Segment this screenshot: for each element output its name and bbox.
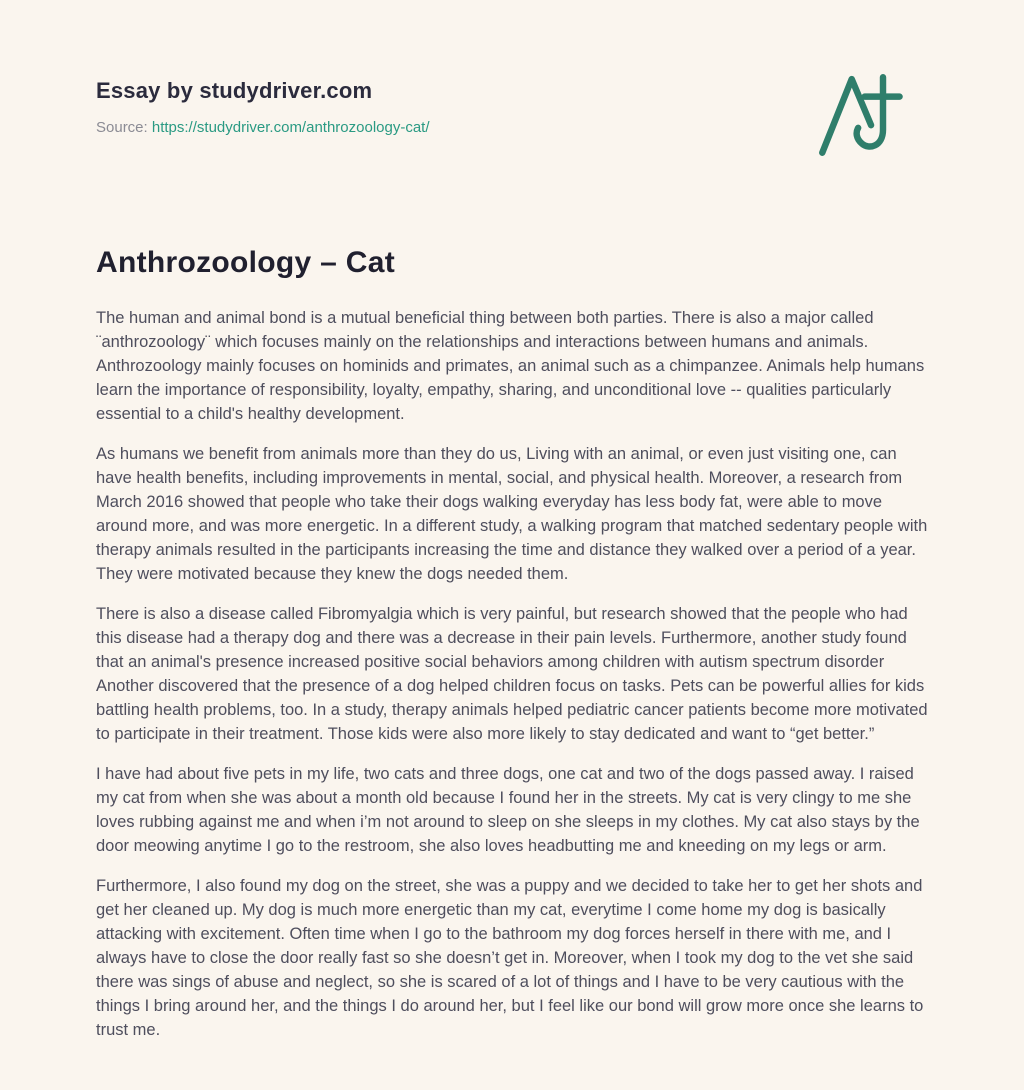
essay-title: Anthrozoology – Cat (96, 246, 396, 279)
essay-content (96, 246, 928, 1042)
essay-paragraph: There is also a disease called Fibromyalgia which is very painful, but research showed that the people who had this disease had a therapy dog and there was a decrease in their pain levels. Furthermore, another study found that an animal's presence increased positive social behaviors among children with autism spectrum disorder Another discovered that the presence of a dog helped children focus on tasks. Pets can be powerful allies for kids battling health problems, too. In a study, therapy animals helped pediatric cancer patients become more motivated to participate in their treatment. Those kids were also more likely to stay dedicated and want to “get better.” (96, 605, 928, 743)
byline: Essay by studydriver.com (96, 78, 373, 103)
essay-paragraph: The human and animal bond is a mutual beneficial thing between both parties. There is also a major called ¨anthrozoology¨ which focuses mainly on the relationships and interactions between humans and animals. Anthrozoology mainly focuses on hominids and primates, an animal such as a chimpanzee. Animals help humans learn the importance of responsibility, loyalty, empathy, sharing, and unconditional love -- qualities particularly essential to a child's healthy development. (96, 309, 925, 423)
document-header (96, 78, 928, 136)
essay-paragraph: I have had about five pets in my life, two cats and three dogs, one cat and two of the dogs passed away. I raised my cat from when she was about a month old because I found her in the streets. My cat is very clingy to me she loves rubbing against me and when i’m not around to sleep on she sleeps in my clothes. My cat also stays by the door meowing anytime I go to the restroom, she also loves headbutting me and kneeding on my legs or arm. (96, 765, 920, 855)
source-line (96, 119, 928, 136)
essay-paragraphs (96, 306, 928, 1042)
logo-hook-stroke (857, 77, 883, 146)
source-label: Source: (96, 119, 148, 136)
essay-paragraph: Furthermore, I also found my dog on the street, she was a puppy and we decided to take her to get her shots and get her cleaned up. My dog is much more energetic than my cat, everytime I come home my dog is basically attacking with excitement. Often time when I go to the bathroom my dog forces herself in there with me, and I always have to close the door really fast so she doesn’t get in. Moreover, when I took my dog to the vet she said there was sings of abuse and neglect, so she is scared of a lot of things and I have to be very cautious with the things I bring around her, and the things I do around her, but I feel like our bond will grow more once she learns to trust me. (96, 877, 924, 1039)
source-link[interactable]: https://studydriver.com/anthrozoology-cat/ (151, 119, 430, 136)
essay-paragraph: As humans we benefit from animals more than they do us, Living with an animal, or even just visiting one, can have health benefits, including improvements in mental, social, and physical health. Moreover, a research from March 2016 showed that people who take their dogs walking everyday has less body fat, were able to move around more, and was more energetic. In a different study, a walking program that matched sedentary people with therapy animals resulted in the participants increasing the time and distance they walked over a period of a year. They were motivated because they knew the dogs needed them. (96, 445, 928, 583)
studydriver-logo-icon (814, 68, 906, 162)
